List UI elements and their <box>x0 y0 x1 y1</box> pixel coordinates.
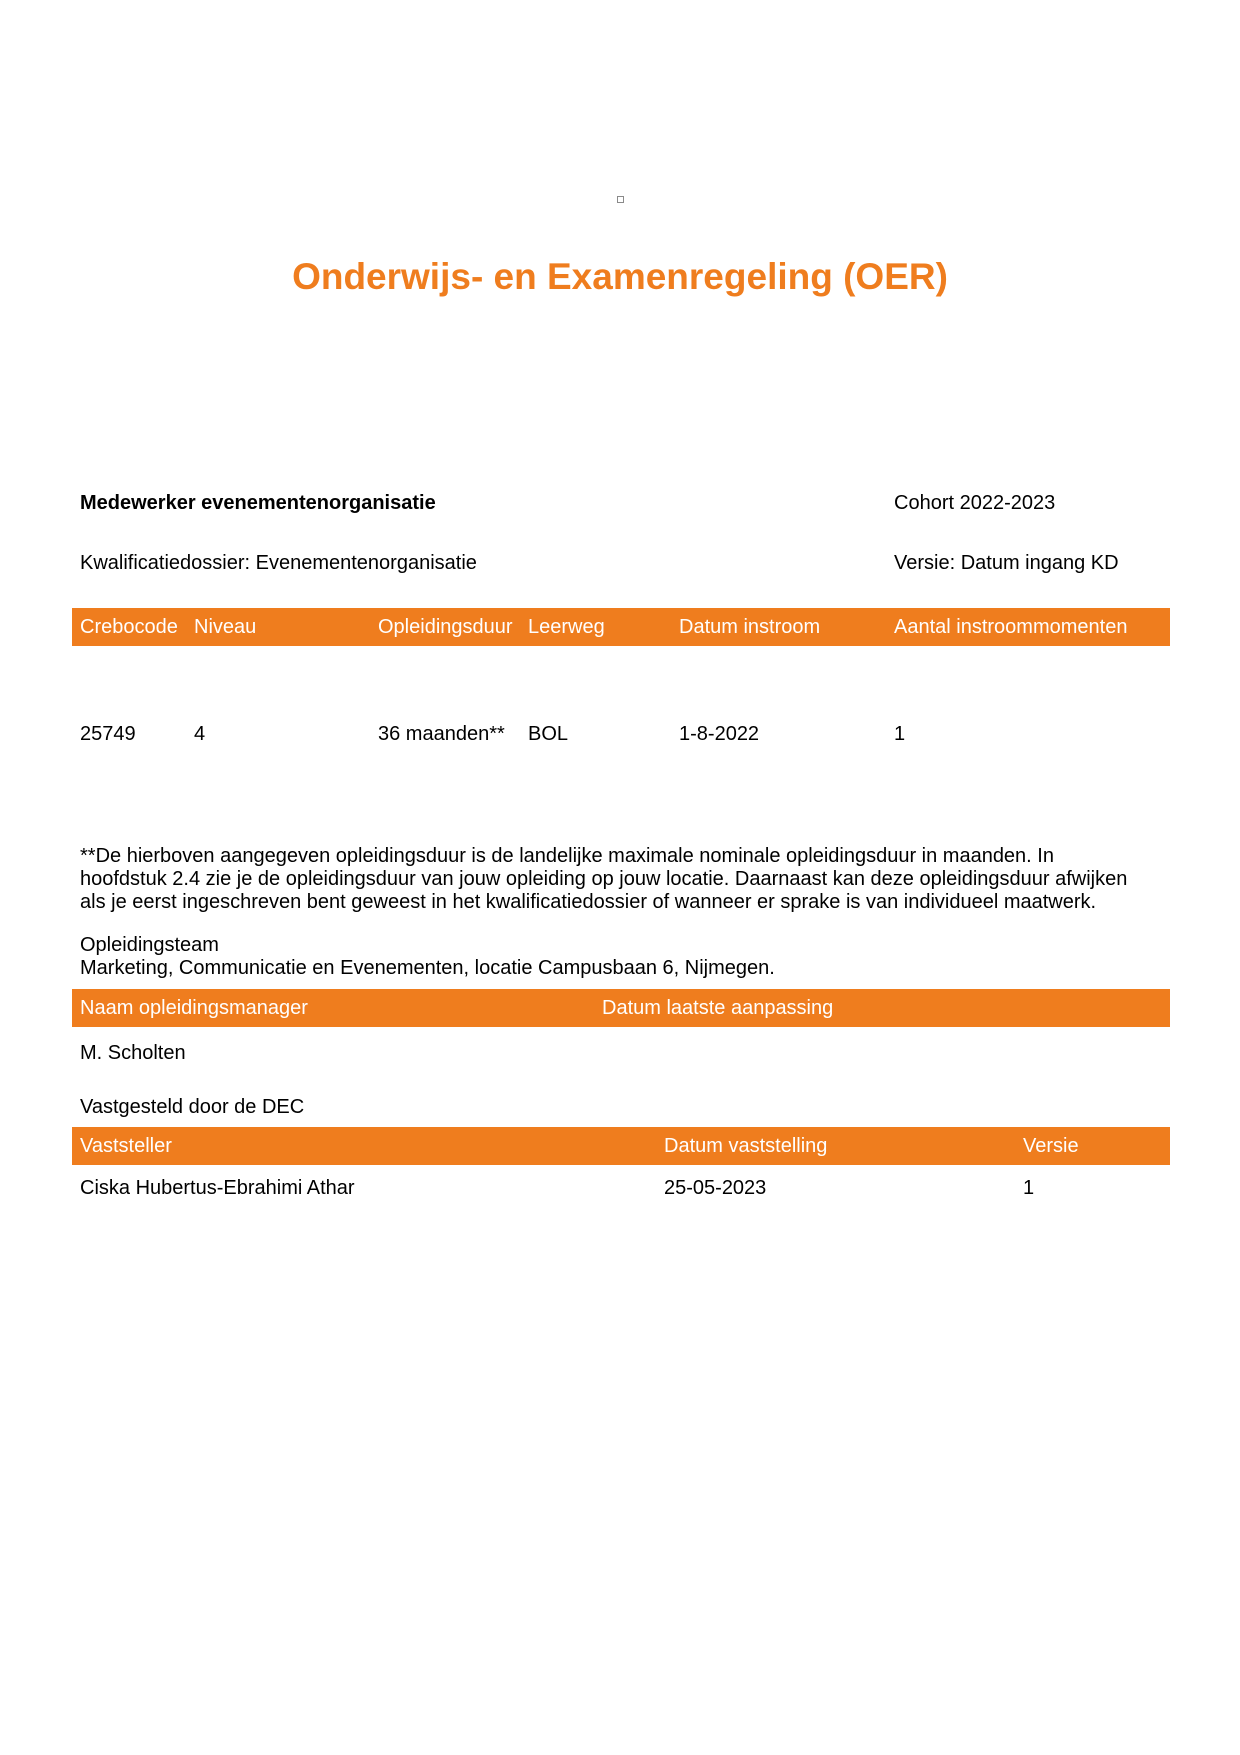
header-datum-laatste-aanpassing: Datum laatste aanpassing <box>602 997 834 1019</box>
team-heading: Opleidingsteam <box>80 934 219 956</box>
header-naam-opleidingsmanager: Naam opleidingsmanager <box>80 997 308 1019</box>
footnote-line: **De hierboven aangegeven opleidingsduur is de landelijke maximale nominale opleidingsduur in maanden. In <box>80 845 1054 867</box>
program-name: Medewerker evenementenorganisatie <box>80 492 436 514</box>
header-leerweg: Leerweg <box>528 616 605 638</box>
approval-table-header <box>72 1127 1170 1165</box>
header-aantal-instroommomenten: Aantal instroommomenten <box>894 616 1128 638</box>
cell-aantal-instroommomenten: 1 <box>894 723 906 745</box>
cell-crebocode: 25749 <box>80 723 136 745</box>
manager-table-header <box>72 989 1170 1027</box>
cell-leerweg: BOL <box>528 723 569 745</box>
cell-niveau: 4 <box>194 723 206 745</box>
header-versie: Versie <box>1023 1135 1079 1157</box>
cell-datum-instroom: 1-8-2022 <box>679 723 760 745</box>
logo-placeholder-image <box>617 196 624 203</box>
duration-footnote <box>80 845 1180 914</box>
header-vaststeller: Vaststeller <box>80 1135 172 1157</box>
cell-versie: 1 <box>1023 1177 1035 1199</box>
cell-manager-name: M. Scholten <box>80 1042 186 1064</box>
cell-opleidingsduur: 36 maanden** <box>378 723 505 745</box>
footnote-line: als je eerst ingeschreven bent geweest in het kwalificatiedossier of wanneer er sprake is van individueel maatwerk. <box>80 891 1097 913</box>
document-title: Onderwijs- en Examenregeling (OER) <box>292 256 948 297</box>
team-block <box>80 934 1180 980</box>
header-datum-instroom: Datum instroom <box>679 616 821 638</box>
header-crebocode: Crebocode <box>80 616 178 638</box>
cell-datum-vaststelling: 25-05-2023 <box>664 1177 767 1199</box>
approval-label: Vastgesteld door de DEC <box>80 1096 305 1118</box>
qualification-file: Kwalificatiedossier: Evenementenorganisatie <box>80 552 477 574</box>
cell-vaststeller: Ciska Hubertus-Ebrahimi Athar <box>80 1177 355 1199</box>
table-row <box>72 722 1170 746</box>
header-opleidingsduur: Opleidingsduur <box>378 616 513 638</box>
header-niveau: Niveau <box>194 616 257 638</box>
program-table-header <box>72 608 1170 646</box>
header-datum-vaststelling: Datum vaststelling <box>664 1135 828 1157</box>
team-description: Marketing, Communicatie en Evenementen, locatie Campusbaan 6, Nijmegen. <box>80 957 775 979</box>
table-row <box>72 1176 1170 1200</box>
version-label: Versie: Datum ingang KD <box>894 552 1119 574</box>
cohort-label: Cohort 2022-2023 <box>894 492 1056 514</box>
table-row <box>72 1041 1170 1065</box>
footnote-line: hoofdstuk 2.4 zie je de opleidingsduur van jouw opleiding op jouw locatie. Daarnaast kan deze opleidingsduur afwijken <box>80 868 1128 890</box>
